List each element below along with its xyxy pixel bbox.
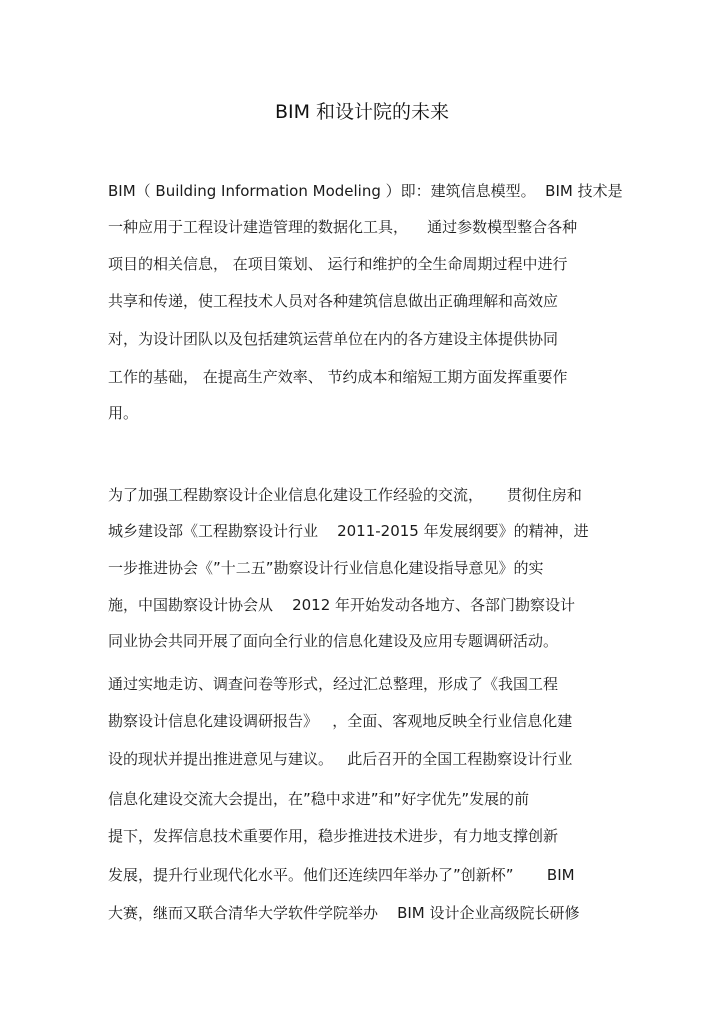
paragraph-2-line-11: 发展，提升行业现代化水平。他们还连续四年举办了”创新杯” BIM [108,866,575,884]
paragraph-2-line-4: 施，中国勘察设计协会从 2012 年开始发动各地方、各部门勘察设计 [108,596,576,614]
paragraph-1-line-4: 共享和传递，使工程技术人员对各种建筑信息做出正确理解和高效应 [108,292,559,310]
paragraph-2-line-3: 一步推进协会《”十二五”勘察设计行业信息化建设指导意见》的实 [108,559,544,577]
paragraph-1-line-2: 一种应用于工程设计建造管理的数据化工具， 通过参数模型整合各种 [108,218,578,236]
paragraph-2-line-5: 同业协会共同开展了面向全行业的信息化建设及应用专题调研活动。 [108,632,559,650]
paragraph-2-line-1: 为了加强工程勘察设计企业信息化建设工作经验的交流， 贯彻住房和 [108,486,582,504]
page-title: BIM 和设计院的未来 [274,101,450,123]
paragraph-1-line-3: 项目的相关信息， 在项目策划、 运行和维护的全生命周期过程中进行 [108,255,568,273]
paragraph-2-line-12: 大赛，继而又联合清华大学软件学院举办 BIM 设计企业高级院长研修 [108,904,580,922]
paragraph-1-line-7: 用。 [108,404,139,422]
paragraph-1-line-6: 工作的基础， 在提高生产效率、 节约成本和缩短工期方面发挥重要作 [108,368,568,386]
paragraph-2-line-2: 城乡建设部《工程勘察设计行业 2011-2015 年发展纲要》的精神，进 [108,522,589,540]
paragraph-1-line-5: 对，为设计团队以及包括建筑运营单位在内的各方建设主体提供协同 [108,330,559,348]
paragraph-1-line-1: BIM（ Building Information Modeling ）即：建筑信息模型。 BIM 技术是 [108,182,623,200]
paragraph-2-line-7: 勘察设计信息化建设调研报告》 ，全面、客观地反映全行业信息化建 [108,712,573,730]
paragraph-2-line-6: 通过实地走访、调查问卷等形式，经过汇总整理，形成了《我国工程 [108,675,559,693]
paragraph-2-line-10: 提下，发挥信息技术重要作用，稳步推进技术进步，有力地支撑创新 [108,827,559,845]
paragraph-2-line-8: 设的现状并提出推进意见与建议。 此后召开的全国工程勘察设计行业 [108,750,573,768]
paragraph-2-line-9: 信息化建设交流大会提出，在”稳中求进”和”好字优先”发展的前 [108,790,530,808]
